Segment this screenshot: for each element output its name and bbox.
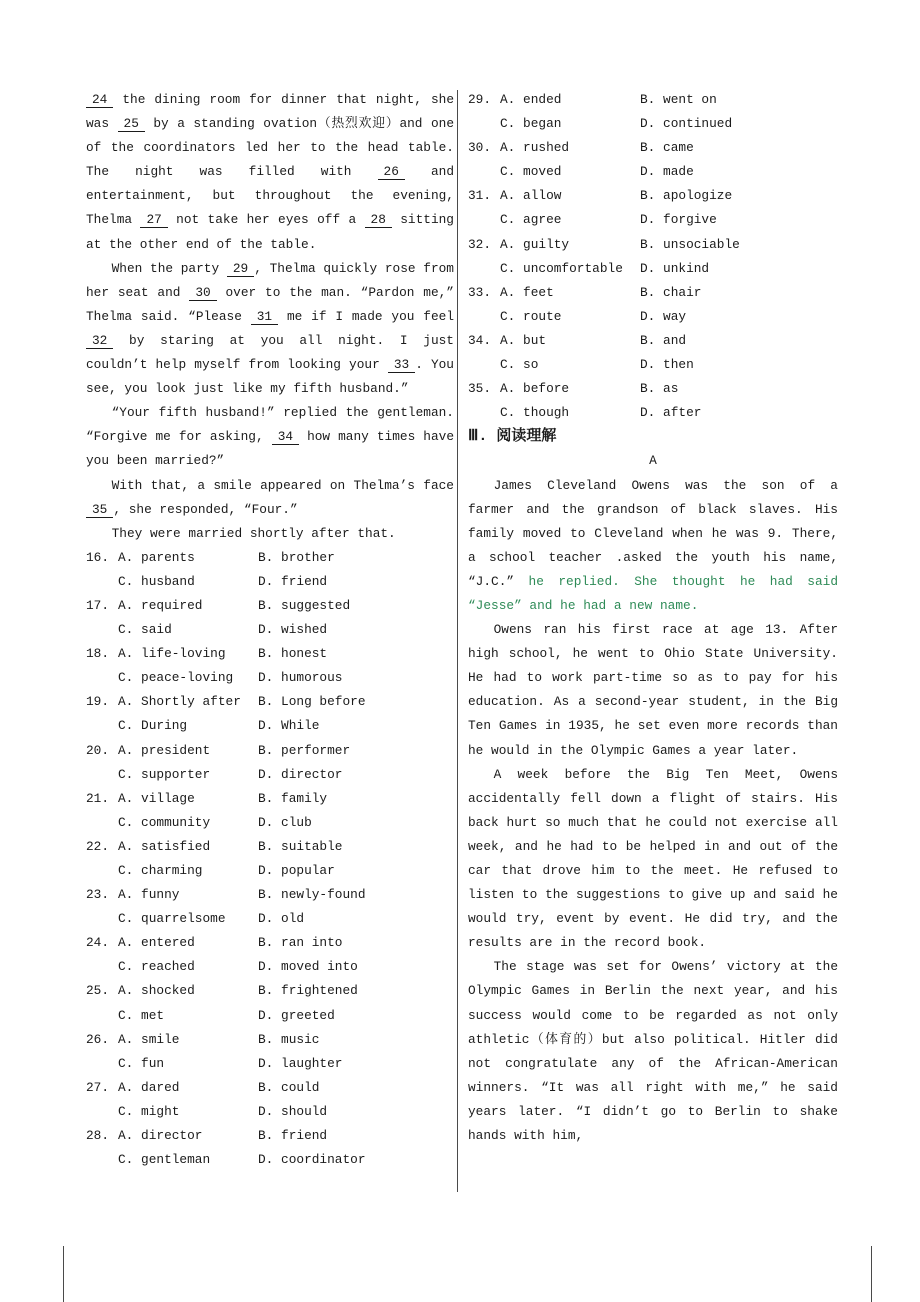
question-25-line-1	[86, 979, 454, 1003]
question-number	[468, 208, 500, 232]
text-run: , Thelma quickly rose from her seat and	[86, 260, 454, 300]
question-option: A. Shortly after	[118, 694, 241, 710]
question-number: 29.	[468, 92, 492, 107]
question-16-line-2	[86, 570, 454, 594]
question-number: 16.	[86, 549, 110, 565]
cloze-passage	[86, 88, 454, 546]
question-option: B. friend	[258, 1128, 328, 1144]
cloze-blank-29: 29	[227, 261, 254, 277]
cloze-paragraph	[86, 401, 454, 473]
question-option: D. moved into	[258, 959, 358, 975]
column-divider	[457, 90, 458, 1192]
question-option: B. music	[258, 1031, 320, 1047]
text-run: A week before the Big Ten Meet, Owens accidentally fell down a flight of stairs. His back hurt so much that he could not exercise all week, and he had to be helped in and out of the car that drove him to the meet. He refused to listen to the suggestions to give up and said he would try, event by event. He did try, and the results are in the record book.	[468, 766, 838, 951]
question-option: B. suitable	[258, 838, 343, 854]
question-option: C. quarrelsome	[118, 911, 226, 927]
question-28-line-1	[86, 1124, 454, 1148]
question-number: 25.	[86, 983, 110, 999]
question-number: 22.	[86, 838, 110, 854]
question-30-line-1	[468, 136, 838, 160]
question-option: A. smile	[118, 1031, 180, 1047]
question-number: 24.	[86, 935, 110, 951]
cloze-blank-35: 35	[86, 502, 113, 518]
question-number	[468, 401, 500, 425]
question-16-line-1	[86, 546, 454, 570]
question-option: D. then	[640, 357, 694, 373]
question-22-line-2	[86, 859, 454, 883]
question-option: B. as	[640, 381, 679, 397]
text-run: They were married shortly after that.	[111, 525, 396, 541]
question-number: 17.	[86, 597, 110, 613]
text-run: over to the man. “Pardon me,” Thelma said. “Please	[86, 284, 454, 324]
question-option: C. charming	[118, 863, 203, 878]
question-24-line-2	[86, 955, 454, 979]
question-option: A. allow	[500, 188, 562, 204]
question-option: D. way	[640, 308, 687, 324]
question-26-line-2	[86, 1052, 454, 1076]
question-option: A. required	[118, 597, 203, 613]
question-number	[86, 907, 118, 931]
cloze-blank-25: 25	[118, 116, 145, 132]
question-option: A. but	[500, 332, 547, 348]
question-option: C. community	[118, 814, 211, 830]
cloze-blank-31: 31	[251, 309, 278, 325]
question-option: D. director	[258, 766, 343, 782]
reading-paragraph	[468, 955, 838, 1148]
question-23-line-1	[86, 883, 454, 907]
question-option: C. gentleman	[118, 1152, 211, 1168]
question-number: 30.	[468, 140, 492, 156]
question-option: B. came	[640, 140, 694, 156]
highlighted-text: he replied. She thought he had said “Jesse” and he had a new name.	[468, 573, 838, 613]
question-option: D. greeted	[258, 1007, 335, 1023]
question-number	[86, 714, 118, 738]
question-list-right	[468, 88, 838, 425]
question-option: C. said	[118, 622, 172, 638]
reading-paragraph	[468, 474, 838, 619]
question-option: D. While	[258, 718, 320, 734]
question-option: D. forgive	[640, 212, 717, 228]
question-option: A. dared	[118, 1079, 180, 1095]
question-number	[86, 570, 118, 594]
reading-paragraph	[468, 763, 838, 956]
question-option: D. coordinator	[258, 1152, 366, 1168]
question-29-line-2	[468, 112, 838, 136]
question-32-line-2	[468, 257, 838, 281]
question-27-line-2	[86, 1100, 454, 1124]
cloze-blank-33: 33	[388, 357, 415, 373]
text-run: The stage was set for Owens’ victory at the Olympic Games in Berlin the next year, and his success would come to be regarded as not only athletic（体育的）but also political. Hitler did not congratulate any of the African-American winners. “It was all right with me,” he said years later. “I didn’t go to Berlin to shake hands with him,	[468, 959, 838, 1144]
question-option: B. family	[258, 790, 328, 806]
question-26-line-1	[86, 1028, 454, 1052]
question-option: C. husband	[118, 573, 195, 589]
question-18-line-1	[86, 642, 454, 666]
question-option: C. reached	[118, 959, 195, 975]
question-35-line-2	[468, 401, 838, 425]
cloze-blank-34: 34	[272, 429, 299, 445]
text-run: , she responded, “Four.”	[113, 501, 298, 517]
text-run: by a standing ovation（热烈欢迎）and one of the coordinators led her to the head table. The night was filled with	[86, 116, 455, 180]
question-option: A. ended	[500, 92, 562, 107]
question-option: B. ran into	[258, 935, 343, 951]
reading-passage	[468, 474, 838, 1149]
question-number	[86, 811, 118, 835]
question-33-line-2	[468, 305, 838, 329]
question-number: 33.	[468, 284, 492, 300]
question-20-line-2	[86, 763, 454, 787]
question-18-line-2	[86, 666, 454, 690]
question-25-line-2	[86, 1004, 454, 1028]
question-option: A. feet	[500, 284, 554, 300]
question-20-line-1	[86, 739, 454, 763]
question-option: D. continued	[640, 116, 733, 132]
question-option: A. president	[118, 742, 211, 758]
question-number: 26.	[86, 1031, 110, 1047]
text-run: . You see, you look just like my fifth husband.”	[86, 357, 454, 397]
question-23-line-2	[86, 907, 454, 931]
question-option: D. should	[258, 1103, 328, 1119]
question-option: A. village	[118, 790, 195, 806]
question-24-line-1	[86, 931, 454, 955]
question-option: B. Long before	[258, 694, 366, 710]
question-number: 28.	[86, 1128, 110, 1144]
question-option: C. supporter	[118, 766, 211, 782]
right-column	[468, 88, 838, 1148]
question-number: 18.	[86, 646, 110, 662]
question-number: 35.	[468, 381, 492, 397]
question-30-line-2	[468, 160, 838, 184]
text-run: With that, a smile appeared on Thelma’s face	[111, 477, 454, 493]
question-option: B. unsociable	[640, 236, 740, 252]
question-option: C. so	[500, 357, 539, 373]
question-option: D. friend	[258, 573, 328, 589]
question-option: C. peace-loving	[118, 670, 234, 686]
question-17-line-1	[86, 594, 454, 618]
question-option: C. met	[118, 1007, 165, 1023]
reading-section-title: Ⅲ. 阅读理解	[468, 428, 557, 446]
question-option: C. moved	[500, 164, 562, 180]
cloze-blank-32: 32	[86, 333, 113, 349]
question-number	[468, 160, 500, 184]
cloze-paragraph	[86, 474, 454, 522]
text-run: When the party	[111, 260, 227, 276]
question-number	[86, 955, 118, 979]
question-number	[86, 1100, 118, 1124]
question-option: B. and	[640, 332, 687, 348]
question-option: B. chair	[640, 284, 702, 300]
question-29-line-1	[468, 88, 838, 112]
question-number: 31.	[468, 188, 492, 204]
question-17-line-2	[86, 618, 454, 642]
question-35-line-1	[468, 377, 838, 401]
question-number: 20.	[86, 742, 110, 758]
left-column	[86, 88, 454, 1172]
question-number	[468, 305, 500, 329]
cloze-blank-27: 27	[140, 212, 167, 228]
cloze-blank-26: 26	[378, 164, 405, 180]
question-option: A. before	[500, 381, 570, 397]
question-34-line-1	[468, 329, 838, 353]
cloze-blank-24: 24	[86, 92, 113, 108]
question-number: 19.	[86, 694, 110, 710]
question-option: B. honest	[258, 646, 328, 662]
question-option: A. director	[118, 1128, 203, 1144]
question-option: C. began	[500, 116, 562, 132]
question-28-line-2	[86, 1148, 454, 1172]
question-number: 27.	[86, 1079, 110, 1095]
text-run: and entertainment, but throughout the evening, Thelma	[86, 164, 454, 228]
question-option: D. wished	[258, 622, 328, 638]
question-option: B. apologize	[640, 188, 733, 204]
question-number	[86, 859, 118, 883]
question-number: 23.	[86, 887, 110, 903]
text-run: by staring at you all night. I just couldn’t help myself from looking your	[86, 332, 454, 373]
question-option: D. humorous	[258, 670, 343, 686]
question-option: B. newly-found	[258, 887, 366, 903]
question-option: C. route	[500, 308, 562, 324]
question-number: 32.	[468, 236, 492, 252]
question-19-line-1	[86, 690, 454, 714]
question-option: C. though	[500, 405, 570, 421]
text-run: James Cleveland Owens was the son of a farmer and the grandson of black slaves. His family moved to Cleveland when he was 9. There, a school teacher .asked the youth his name, “J.C.”	[468, 477, 838, 589]
reading-paragraph	[468, 618, 838, 763]
text-run: Owens ran his first race at age 13. After high school, he went to Ohio State University. He had to work part-time so as to pay for his education. As a second-year student, in the Big Ten Games in 1935, he set even more records than he would in the Olympic Games a year later.	[468, 622, 838, 758]
cloze-paragraph	[86, 88, 454, 257]
question-option: D. after	[640, 405, 702, 421]
text-run: sitting at the other end of the table.	[86, 212, 454, 252]
question-option: B. could	[258, 1079, 320, 1095]
text-run: me if I made you feel	[278, 308, 454, 324]
cloze-blank-28: 28	[365, 212, 392, 228]
question-option: A. funny	[118, 887, 180, 903]
question-option: D. made	[640, 164, 694, 180]
question-number	[86, 1148, 118, 1172]
page-frame-line-right	[871, 1246, 872, 1302]
question-option: C. fun	[118, 1055, 165, 1071]
text-run: the dining room for dinner that night, she was	[86, 92, 454, 132]
question-22-line-1	[86, 835, 454, 859]
text-run: how many times have you been married?”	[86, 429, 455, 469]
question-option: A. satisfied	[118, 838, 211, 854]
question-option: D. laughter	[258, 1055, 343, 1071]
reading-passage-label: A	[649, 453, 657, 469]
question-19-line-2	[86, 714, 454, 738]
question-option: A. entered	[118, 935, 195, 951]
question-number	[86, 763, 118, 787]
question-option: D. old	[258, 911, 305, 927]
question-option: A. rushed	[500, 140, 570, 156]
question-list-left	[86, 546, 454, 1172]
question-21-line-2	[86, 811, 454, 835]
question-option: A. guilty	[500, 236, 570, 252]
question-number	[86, 618, 118, 642]
cloze-blank-30: 30	[189, 285, 216, 301]
question-option: D. club	[258, 814, 312, 830]
question-33-line-1	[468, 281, 838, 305]
question-34-line-2	[468, 353, 838, 377]
question-number	[468, 112, 500, 136]
question-option: C. might	[118, 1103, 180, 1119]
cloze-paragraph	[86, 257, 454, 402]
question-option: B. performer	[258, 742, 351, 758]
question-option: A. parents	[118, 549, 195, 565]
text-run: “Your fifth husband!” replied the gentleman. “Forgive me for asking,	[86, 405, 454, 445]
question-31-line-1	[468, 184, 838, 208]
question-option: D. unkind	[640, 260, 710, 276]
question-number	[86, 1052, 118, 1076]
question-27-line-1	[86, 1076, 454, 1100]
cloze-paragraph	[86, 522, 454, 546]
question-number	[468, 353, 500, 377]
question-option: B. brother	[258, 549, 335, 565]
text-run: not take her eyes off a	[167, 212, 365, 228]
question-option: B. suggested	[258, 597, 351, 613]
question-number	[86, 666, 118, 690]
question-option: B. frightened	[258, 983, 358, 999]
question-option: A. life-loving	[118, 646, 226, 662]
page-frame-line-left	[63, 1246, 64, 1302]
question-option: A. shocked	[118, 983, 195, 999]
question-31-line-2	[468, 208, 838, 232]
question-number	[468, 257, 500, 281]
question-number: 21.	[86, 790, 110, 806]
question-21-line-1	[86, 787, 454, 811]
question-option: C. During	[118, 718, 188, 734]
question-option: B. went on	[640, 92, 717, 107]
question-option: C. uncomfortable	[500, 260, 623, 276]
question-number	[86, 1004, 118, 1028]
question-number: 34.	[468, 332, 492, 348]
question-option: D. popular	[258, 863, 335, 878]
question-32-line-1	[468, 233, 838, 257]
question-option: C. agree	[500, 212, 562, 228]
